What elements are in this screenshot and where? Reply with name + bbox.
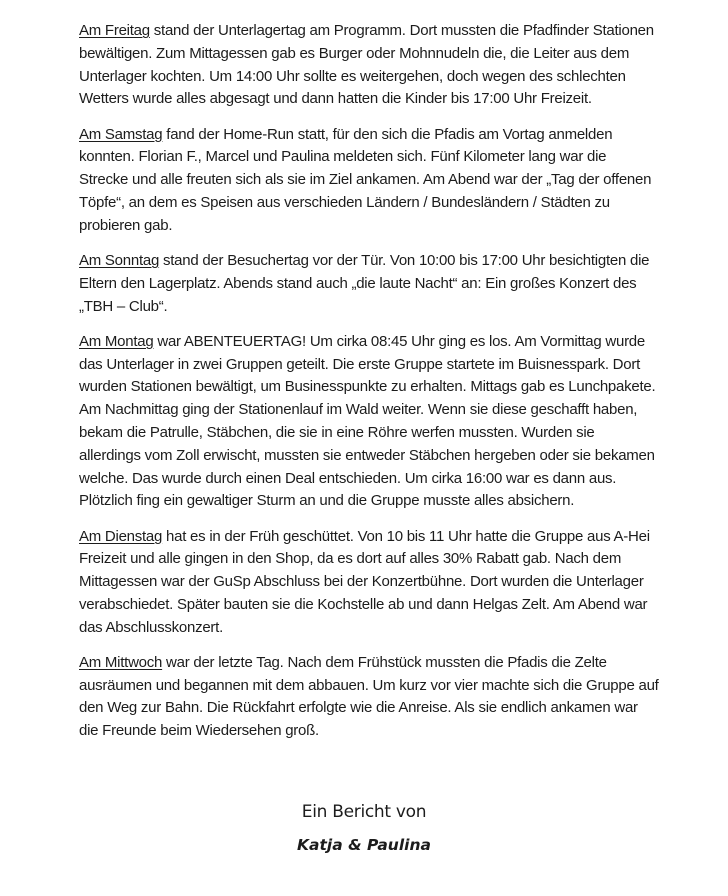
paragraph-text-sunday: stand der Besuchertag vor der Tür. Von 10:00 bis 17:00 Uhr besichtigten die Eltern den Lagerplatz. Abends stand auch „die laute Nacht“ an: Ein großes Konzert des „TBH – Club“.	[79, 251, 650, 315]
report-body	[79, 20, 659, 755]
day-heading-friday: Am Freitag	[79, 22, 150, 39]
paragraph-monday	[79, 331, 659, 513]
day-heading-tuesday: Am Dienstag	[79, 527, 163, 545]
day-heading-saturday: Am Samstag	[79, 125, 163, 143]
paragraph-saturday	[79, 124, 659, 238]
paragraph-text-tuesday: hat es in der Früh geschüttet. Von 10 bis 11 Uhr hatte die Gruppe aus A-Hei Freizeit und alle gingen in den Shop, da es dort auf alles 30% Rabatt gab. Nach dem Mittagessen war der GuSp Abschluss bei der Konzertbühne. Dort wurden die Unterlager verabschiedet. Später bauten sie die Kochstelle ab und dann Helgas Zelt. Am Abend war das Abschlusskonzert.	[79, 527, 650, 636]
paragraph-text-wednesday: war der letzte Tag. Nach dem Frühstück mussten die Pfadis die Zelte ausräumen und begannen mit dem abbauen. Um kurz vor vier machte sich die Gruppe auf den Weg zur Bahn. Die Rückfahrt erfolgte wie die Anreise. Als sie endlich ankamen war die Freunde beim Wiedersehen groß.	[79, 653, 659, 740]
paragraph-wednesday	[79, 652, 659, 743]
paragraph-text-friday: stand der Unterlagertag am Programm. Dort mussten die Pfadfinder Stationen bewältigen. Zum Mittagessen gab es Burger oder Mohnnudeln die, die Leiter aus dem Unterlager kochten. Um 14:00 Uhr sollte es weitergehen, doch wegen des schlechten Wetters wurde alles abgesagt und dann hatten die Kinder bis 17:00 Uhr Freizeit.	[79, 22, 654, 108]
paragraph-tuesday	[79, 526, 659, 640]
day-heading-wednesday: Am Mittwoch	[79, 653, 163, 671]
paragraph-sunday	[79, 250, 659, 318]
day-heading-monday: Am Montag	[79, 332, 154, 350]
paragraph-text-saturday: fand der Home-Run statt, für den sich die Pfadis am Vortag anmelden konnten. Florian F., Marcel und Paulina meldeten sich. Fünf Kilometer lang war die Strecke und alle freuten sich als sie im Ziel ankamen. Am Abend war der „Tag der offenen Töpfe“, an dem es Speisen aus verschieden Ländern / Bundesländern / Städten zu probieren gab.	[79, 125, 652, 234]
paragraph-friday	[79, 20, 659, 111]
paragraph-text-monday: war ABENTEUERTAG! Um cirka 08:45 Uhr ging es los. Am Vormittag wurde das Unterlager in zwei Gruppen geteilt. Die erste Gruppe startete im Buisnesspark. Dort wurden Stationen bewältigt, um Businesspunkte zu erhalten. Mittags gab es Lunchpakete. Am Nachmittag ging der Stationenlauf im Wald weiter. Wenn sie diese geschafft haben, bekam die Patrulle, Stäbchen, die sie in eine Röhre werfen mussten. Wurden sie allerdings vom Zoll erwischt, mussten sie entweder Stäbchen hergeben oder sie bekamen welche. Das wurde durch einen Deal entschieden. Um cirka 16:00 war es dann aus. Plötzlich fing ein gewaltiger Sturm an und die Gruppe musste alles absichern.	[79, 332, 656, 510]
authors: Katja & Paulina	[297, 836, 431, 854]
day-heading-sunday: Am Sonntag	[79, 251, 160, 269]
byline: Ein Bericht von	[301, 802, 427, 822]
